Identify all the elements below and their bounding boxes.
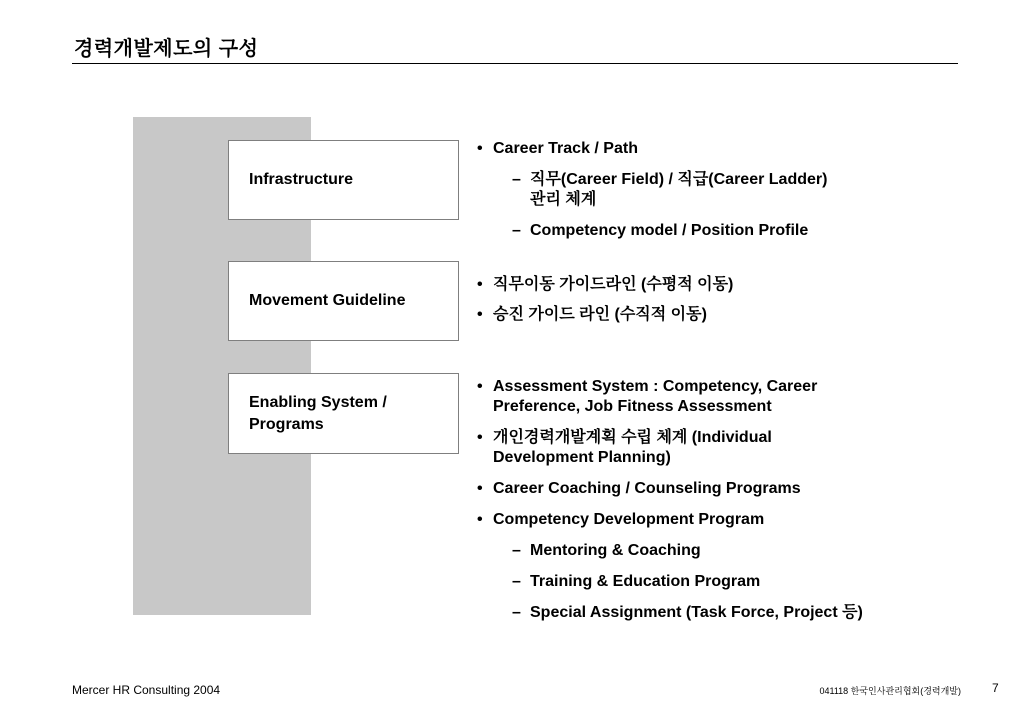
sub-item-text: Competency model / Position Profile bbox=[530, 222, 809, 239]
list-item-text: Career Track / Path bbox=[493, 140, 638, 157]
list-item bbox=[475, 479, 905, 499]
list-item-text-line1: Assessment System : Competency, Career bbox=[493, 378, 818, 395]
list-item bbox=[475, 275, 905, 295]
enabling-list bbox=[475, 377, 905, 623]
movement-guideline-label: Movement Guideline bbox=[249, 292, 406, 309]
list-item bbox=[475, 139, 905, 159]
sub-list-item bbox=[475, 541, 905, 561]
sub-list-item bbox=[475, 170, 905, 210]
list-item bbox=[475, 305, 905, 325]
footer-reference: 041118 한국인사관리협회(경력개발) bbox=[819, 686, 961, 696]
list-item-text-line2: Development Planning) bbox=[493, 449, 671, 466]
movement-guideline-box bbox=[228, 261, 459, 341]
sub-item-text: Mentoring & Coaching bbox=[530, 542, 701, 559]
sub-item-text: Special Assignment (Task Force, Project 등) bbox=[530, 604, 863, 621]
bullet-icon: • bbox=[477, 480, 483, 497]
sub-item-text: Training & Education Program bbox=[530, 573, 761, 590]
sub-list-item bbox=[475, 603, 905, 623]
dash-icon: – bbox=[512, 604, 521, 621]
list-item-text: 직무이동 가이드라인 (수평적 이동) bbox=[493, 276, 734, 293]
infrastructure-list bbox=[475, 139, 905, 241]
footer-company: Mercer HR Consulting 2004 bbox=[72, 683, 221, 697]
list-item-text: Competency Development Program bbox=[493, 511, 765, 528]
page-number: 7 bbox=[992, 681, 999, 695]
movement-list bbox=[475, 275, 905, 325]
slide-title: 경력개발제도의 구성 bbox=[74, 38, 259, 60]
list-item-text: 승진 가이드 라인 (수직적 이동) bbox=[493, 306, 707, 323]
dash-icon: – bbox=[512, 171, 521, 188]
list-item-text: Career Coaching / Counseling Programs bbox=[493, 480, 801, 497]
infrastructure-box bbox=[228, 140, 459, 220]
list-item bbox=[475, 510, 905, 530]
list-item bbox=[475, 377, 905, 417]
dash-icon: – bbox=[512, 573, 521, 590]
enabling-system-box bbox=[228, 373, 459, 454]
bullet-icon: • bbox=[477, 276, 483, 293]
list-item-text-line1: 개인경력개발계획 수립 체계 (Individual bbox=[493, 429, 772, 446]
dash-icon: – bbox=[512, 222, 521, 239]
bullet-icon: • bbox=[477, 429, 483, 446]
list-item bbox=[475, 428, 905, 468]
bullet-icon: • bbox=[477, 378, 483, 395]
sub-list-item bbox=[475, 221, 905, 241]
infrastructure-label: Infrastructure bbox=[249, 171, 354, 188]
dash-icon: – bbox=[512, 542, 521, 559]
enabling-system-label-line2: Programs bbox=[249, 415, 324, 433]
bullet-icon: • bbox=[477, 511, 483, 528]
sub-list-item bbox=[475, 572, 905, 592]
bullet-icon: • bbox=[477, 306, 483, 323]
sub-item-text-line2: 관리 체계 bbox=[530, 191, 597, 208]
sub-item-text-line1: 직무(Career Field) / 직급(Career Ladder) bbox=[530, 171, 828, 188]
title-divider bbox=[72, 63, 958, 64]
bullet-icon: • bbox=[477, 140, 483, 157]
list-item-text-line2: Preference, Job Fitness Assessment bbox=[493, 398, 772, 415]
enabling-system-label-line1: Enabling System / bbox=[249, 393, 387, 411]
